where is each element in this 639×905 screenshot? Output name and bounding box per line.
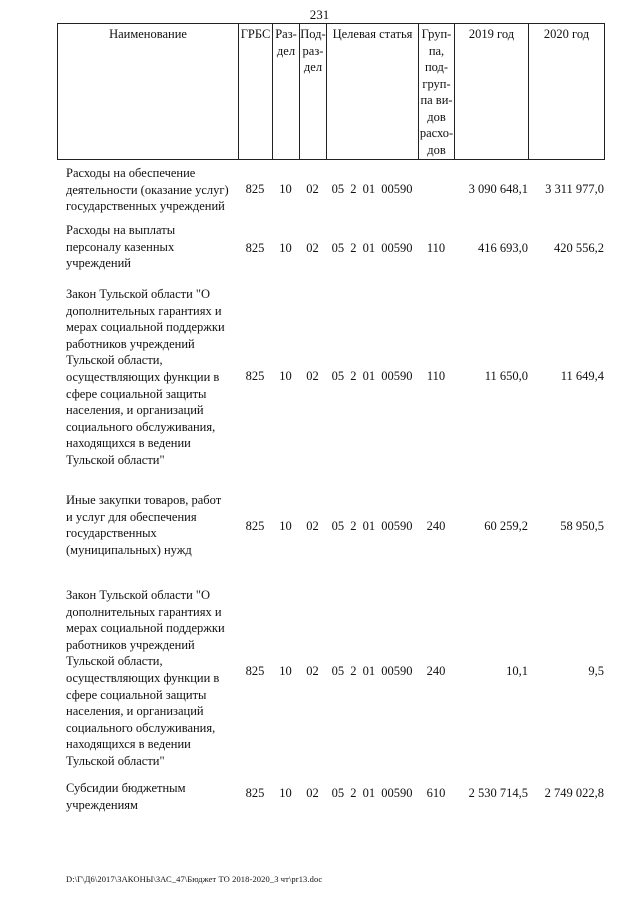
row-group: 110 — [426, 369, 446, 383]
row-razdel: 10 — [279, 664, 292, 678]
header-razdel: Раз- дел — [273, 24, 300, 160]
row-grbs: 825 — [245, 182, 265, 196]
row-target: 05 2 01 00590 — [331, 786, 413, 800]
row-2019: 10,1 — [506, 664, 528, 678]
row-podrazdel: 02 — [306, 182, 319, 196]
row-2020: 420 556,2 — [554, 241, 604, 255]
table-header — [57, 23, 605, 160]
row-target: 05 2 01 00590 — [331, 182, 413, 196]
row-podrazdel: 02 — [306, 369, 319, 383]
row-podrazdel: 02 — [306, 519, 319, 533]
file-path-footer: D:\Г\Д6\2017\ЗАКОНЫ\ЗАС_47\Бюджет ТО 2018-2020_3 чт\pr13.doc — [66, 874, 323, 884]
row-razdel: 10 — [279, 369, 292, 383]
row-grbs: 825 — [245, 241, 265, 255]
header-podrazdel: Под- раз- дел — [300, 24, 327, 160]
row-grbs: 825 — [245, 664, 265, 678]
row-2020: 9,5 — [588, 664, 604, 678]
row-2020: 58 950,5 — [560, 519, 604, 533]
row-name: Субсидии бюджетным учреждениям — [66, 781, 186, 812]
header-2019: 2019 год — [455, 24, 529, 160]
row-podrazdel: 02 — [306, 241, 319, 255]
row-group: 610 — [426, 786, 446, 800]
header-2020: 2020 год — [529, 24, 605, 160]
row-group: 240 — [426, 664, 446, 678]
header-name: Наименование — [58, 24, 239, 160]
row-2020: 3 311 977,0 — [545, 182, 604, 196]
row-2019: 416 693,0 — [478, 241, 528, 255]
row-name: Расходы на обеспечение деятельности (оказание услуг) государственных учреждений — [66, 166, 229, 214]
row-podrazdel: 02 — [306, 786, 319, 800]
row-target: 05 2 01 00590 — [331, 369, 413, 383]
header-group: Груп- па, под- груп- па ви- дов расхо- дов — [419, 24, 455, 160]
row-2019: 3 090 648,1 — [468, 182, 528, 196]
row-razdel: 10 — [279, 786, 292, 800]
row-name: Закон Тульской области "О дополнительных гарантиях и мерах социальной поддержки работников учреждений Тульской области, осуществляющих функции в сфере социальной защиты населения, и организаций социального обслуживания, находящихся в ведении Тульской области" — [66, 287, 225, 467]
row-grbs: 825 — [245, 786, 265, 800]
header-target: Целевая статья — [327, 24, 419, 160]
row-2019: 60 259,2 — [484, 519, 528, 533]
row-target: 05 2 01 00590 — [331, 241, 413, 255]
row-grbs: 825 — [245, 369, 265, 383]
row-target: 05 2 01 00590 — [331, 519, 413, 533]
row-podrazdel: 02 — [306, 664, 319, 678]
row-razdel: 10 — [279, 241, 292, 255]
row-razdel: 10 — [279, 519, 292, 533]
row-name: Закон Тульской области "О дополнительных гарантиях и мерах социальной поддержки работников учреждений Тульской области, осуществляющих функции в сфере социальной защиты населения, и организаций социального обслуживания, находящихся в ведении Тульской области" — [66, 588, 225, 768]
row-razdel: 10 — [279, 182, 292, 196]
row-2019: 11 650,0 — [484, 369, 528, 383]
row-target: 05 2 01 00590 — [331, 664, 413, 678]
row-grbs: 825 — [245, 519, 265, 533]
page-number: 231 — [309, 7, 330, 22]
header-grbs: ГРБС — [239, 24, 273, 160]
row-group: 110 — [426, 241, 446, 255]
row-2020: 2 749 022,8 — [544, 786, 604, 800]
row-name: Расходы на выплаты персоналу казенных учреждений — [66, 223, 176, 271]
row-group: 240 — [426, 519, 446, 533]
row-2019: 2 530 714,5 — [468, 786, 528, 800]
row-name: Иные закупки товаров, работ и услуг для обеспечения государственных (муниципальных) нужд — [66, 493, 222, 557]
row-2020: 11 649,4 — [560, 369, 604, 383]
